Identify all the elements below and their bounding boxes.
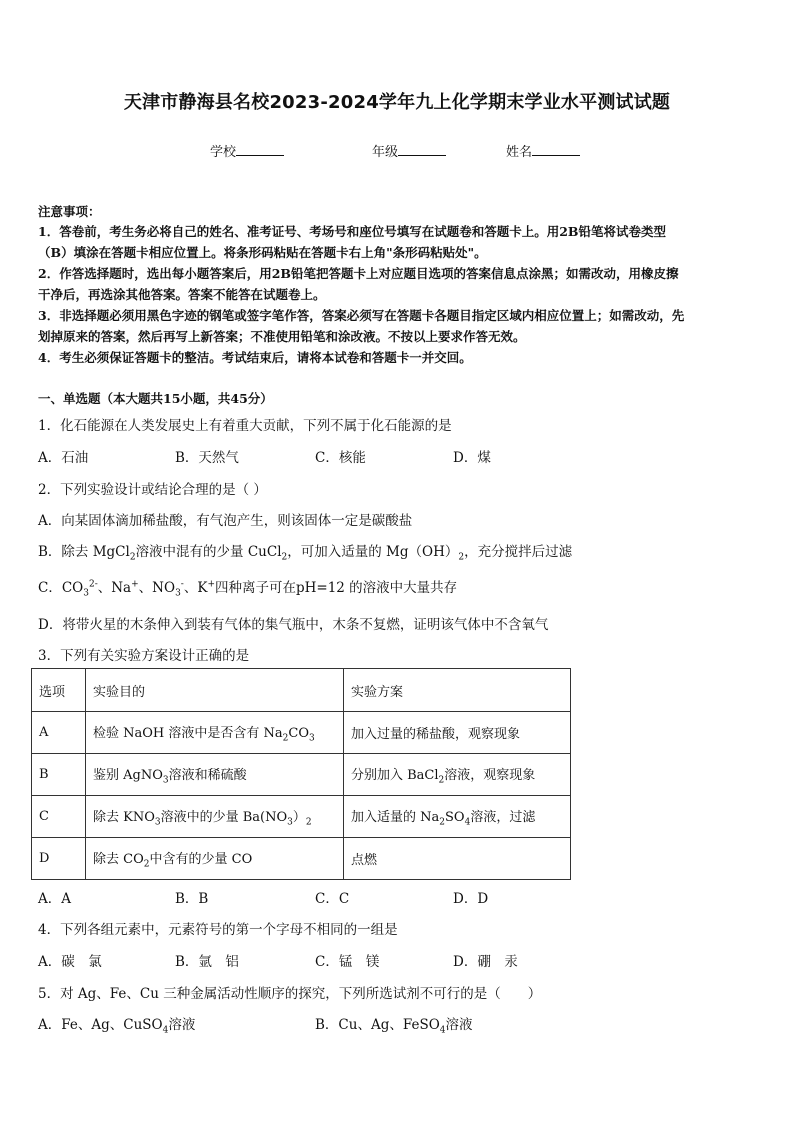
q1-option-c[interactable]: C．核能 xyxy=(315,450,366,466)
page-title: 天津市静海县名校2023-2024学年九上化学期末学业水平测试试题 xyxy=(123,92,671,113)
row-option: D xyxy=(32,838,86,880)
row-plan: 加入过量的稀盐酸，观察现象 xyxy=(344,712,571,754)
q1-option-a[interactable]: A．石油 xyxy=(38,450,89,466)
section-heading: 一、单选题（本大题共15小题，共45分） xyxy=(38,391,273,406)
note-1a: 1．答卷前，考生务必将自己的姓名、准考证号、考场号和座位号填写在试题卷和答题卡上。用2B铅笔将试卷类型 xyxy=(38,224,666,239)
note-3a: 3．非选择题必须用黑色字迹的钢笔或签字笔作答，答案必须写在答题卡各题目指定区域内相应位置上；如需改动，先 xyxy=(38,308,685,323)
q1-option-d[interactable]: D．煤 xyxy=(453,450,491,466)
q4-option-b[interactable]: B．氩 铝 xyxy=(175,954,239,970)
row-plan: 分别加入 BaCl$_2$溶液，观察现象 xyxy=(344,754,571,796)
q3-option-b[interactable]: B．B xyxy=(175,891,209,907)
row-plan: 加入适量的 $Na_2SO_4$溶液，过滤 xyxy=(344,796,571,838)
q3-stem: 3．下列有关实验方案设计正确的是 xyxy=(38,648,250,664)
name-label: 姓名 xyxy=(506,145,533,160)
row-plan: 点燃 xyxy=(344,838,571,880)
q4-option-a[interactable]: A．碳 氯 xyxy=(38,954,102,970)
q3-table xyxy=(31,668,571,880)
q4-option-c[interactable]: C．锰 镁 xyxy=(315,954,380,970)
q3-option-a[interactable]: A．A xyxy=(38,891,71,907)
school-field[interactable] xyxy=(210,141,284,160)
q2-option-b[interactable]: B．除去 MgCl$_2$溶液中混有的少量 CuCl$_2$，可加入适量的 $Mg(OH)_2$，充分搅拌后过滤 xyxy=(38,544,573,563)
row-option: C xyxy=(32,796,86,838)
header-option: 选项 xyxy=(32,669,86,712)
row-goal: 除去 $KNO_3$溶液中的少量 $Ba(NO_3)_2$ xyxy=(86,796,344,838)
school-blank[interactable] xyxy=(236,143,284,156)
q5-stem: 5．对 Ag、Fe、Cu 三种金属活动性顺序的探究，下列所选试剂不可行的是（ ） xyxy=(38,986,542,1002)
q1-option-b[interactable]: B．天然气 xyxy=(175,450,239,466)
note-1b: （B）填涂在答题卡相应位置上。将条形码粘贴在答题卡右上角"条形码粘贴处"。 xyxy=(38,245,487,260)
header-plan: 实验方案 xyxy=(344,669,571,712)
q5-option-a[interactable]: A．Fe、Ag、CuSO$_4$溶液 xyxy=(38,1017,196,1036)
school-label: 学校 xyxy=(210,145,237,160)
note-2b: 干净后，再选涂其他答案。答案不能答在试题卷上。 xyxy=(38,287,326,302)
row-goal: 检验 NaOH 溶液中是否含有 $Na_2CO_3$ xyxy=(86,712,344,754)
q1-stem: 1．化石能源在人类发展史上有着重大贡献，下列不属于化石能源的是 xyxy=(38,418,452,434)
table-header-row xyxy=(32,669,571,712)
table-row xyxy=(32,796,571,838)
q2-stem: 2．下列实验设计或结论合理的是（ ） xyxy=(38,482,267,498)
q2-option-c[interactable]: C．$CO_3^{2-}$、Na+、$NO_3^-$、K+四种离子可在pH=12 的溶液中大量共存 xyxy=(38,579,458,599)
notes-heading: 注意事项： xyxy=(38,204,101,219)
row-option: A xyxy=(32,712,86,754)
table-row xyxy=(32,754,571,796)
q4-option-d[interactable]: D．硼 汞 xyxy=(453,954,518,970)
grade-field[interactable] xyxy=(372,141,446,160)
grade-blank[interactable] xyxy=(398,143,446,156)
q2-option-d[interactable]: D．将带火星的木条伸入到装有气体的集气瓶中，木条不复燃，证明该气体中不含氧气 xyxy=(38,617,549,633)
table-row xyxy=(32,838,571,880)
q3-option-d[interactable]: D．D xyxy=(453,891,489,907)
name-blank[interactable] xyxy=(532,143,580,156)
q2-option-a[interactable]: A．向某固体滴加稀盐酸，有气泡产生，则该固体一定是碳酸盐 xyxy=(38,513,413,529)
table-row xyxy=(32,712,571,754)
q4-stem: 4．下列各组元素中，元素符号的第一个字母不相同的一组是 xyxy=(38,922,398,938)
row-option: B xyxy=(32,754,86,796)
note-4: 4．考生必须保证答题卡的整洁。考试结束后，请将本试卷和答题卡一并交回。 xyxy=(38,350,472,365)
note-2a: 2．作答选择题时，选出每小题答案后，用2B铅笔把答题卡上对应题目选项的答案信息点涂黑；如需改动，用橡皮擦 xyxy=(38,266,679,281)
grade-label: 年级 xyxy=(372,145,399,160)
note-3b: 划掉原来的答案，然后再写上新答案；不准使用铅笔和涂改液。不按以上要求作答无效。 xyxy=(38,329,526,344)
row-goal: 除去 $CO_2$中含有的少量 CO xyxy=(86,838,344,880)
q5-option-b[interactable]: B．Cu、Ag、FeSO$_4$溶液 xyxy=(315,1017,473,1036)
q3-option-c[interactable]: C．C xyxy=(315,891,350,907)
name-field[interactable] xyxy=(506,141,580,160)
row-goal: 鉴别 AgNO$_3$溶液和稀硫酸 xyxy=(86,754,344,796)
header-goal: 实验目的 xyxy=(86,669,344,712)
